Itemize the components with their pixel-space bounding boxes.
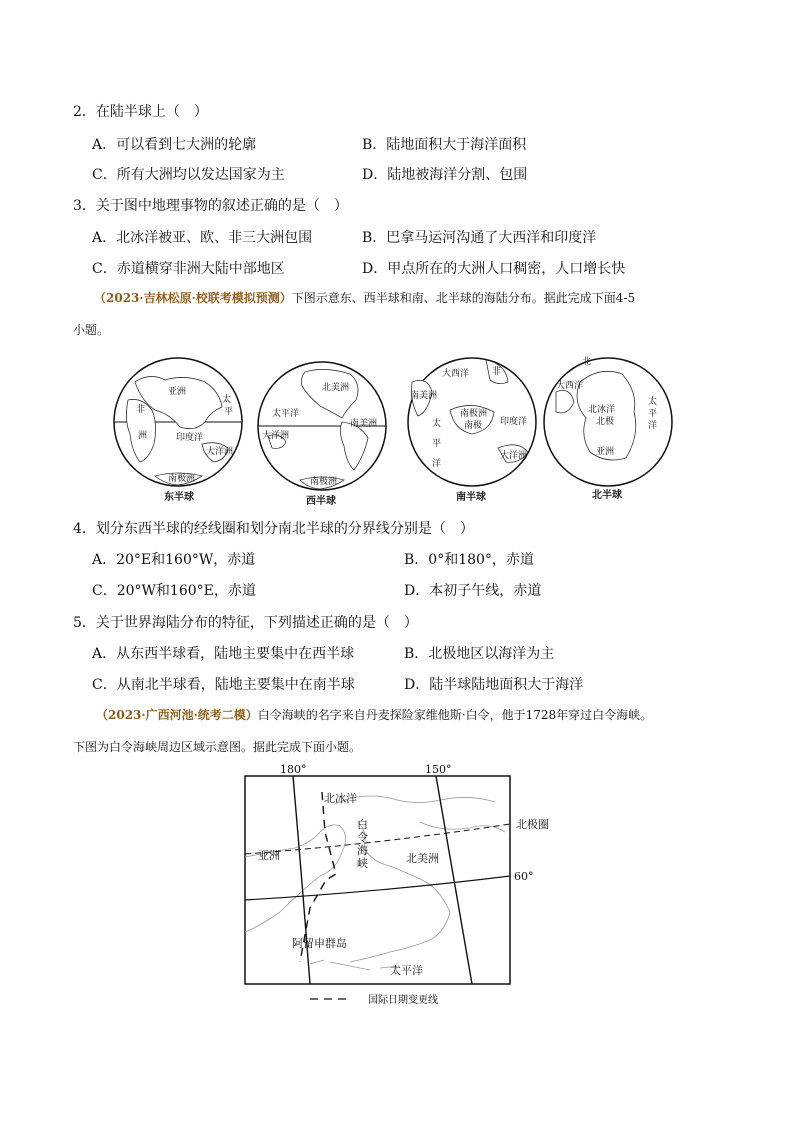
north-label-pacific-3: 洋 <box>648 421 658 431</box>
west-label-pacific: 太平洋 <box>272 409 300 419</box>
asia-label: 亚洲 <box>258 849 280 862</box>
q4-stem: 4．划分东西半球的经线圈和划分南北半球的分界线分别是（ ） <box>73 521 474 537</box>
q2-option-a[interactable]: A．可以看到七大洲的轮廓 <box>92 137 257 153</box>
q3-option-b[interactable]: B．巴拿马运河沟通了大西洋和印度洋 <box>362 230 597 246</box>
north-label-arctic-ocean: 北冰洋 <box>588 405 616 415</box>
q3-option-a[interactable]: A．北冰洋被亚、欧、非三大洲包围 <box>92 230 313 246</box>
east-hemisphere-caption: 东半球 <box>164 492 194 503</box>
west-hemisphere-caption: 西半球 <box>306 496 336 507</box>
east-hemisphere-map <box>114 358 242 503</box>
south-label-africa: 非 <box>492 367 502 377</box>
q4-option-c[interactable]: C．20°W和160°E，赤道 <box>92 583 256 599</box>
q4-option-d[interactable]: D．本初子午线，赤道 <box>404 583 542 599</box>
aleutian-label: 阿留申群岛 <box>292 937 347 950</box>
source-text: 下图示意东、西半球和南、北半球的海陆分布。据此完成下面4-5 <box>291 291 636 305</box>
pacific-label: 太平洋 <box>390 964 423 977</box>
west-hemisphere-map <box>258 362 386 507</box>
north-label-atlantic: 大西洋 <box>556 381 584 391</box>
hemispheres-figure <box>110 352 690 512</box>
source-tag: （2023·吉林松原·校联考模拟预测） <box>94 291 292 305</box>
q4-option-a[interactable]: A．20°E和160°W，赤道 <box>92 552 256 568</box>
q3-stem: 3．关于图中地理事物的叙述正确的是（ ） <box>73 198 348 214</box>
q2-option-c[interactable]: C．所有大洲均以发达国家为主 <box>92 167 285 183</box>
q5-option-d[interactable]: D．陆半球陆地面积大于海洋 <box>404 677 584 693</box>
lon-180-label: 180° <box>280 763 307 776</box>
south-label-oceania: 大洋洲 <box>500 451 528 461</box>
lat-60-label: 60° <box>514 870 534 883</box>
east-label-asia: 亚洲 <box>168 387 187 397</box>
lon-150-label: 150° <box>425 763 452 776</box>
south-label-atlantic: 大西洋 <box>442 369 470 379</box>
east-label-africa-1: 非 <box>136 405 146 415</box>
south-label-south-america: 南美洲 <box>410 391 438 401</box>
q4-option-b[interactable]: B．0°和180°，赤道 <box>404 552 534 568</box>
strait-label-1: 白 <box>357 818 368 831</box>
south-label-south-pole: 南极 <box>464 421 483 431</box>
east-label-pacific-2: 平 <box>224 407 234 417</box>
q2-option-b[interactable]: B．陆地面积大于海洋面积 <box>362 137 527 153</box>
strait-label-3: 海 <box>357 844 368 857</box>
south-label-antarctica: 南极洲 <box>460 409 488 419</box>
arctic-ocean-label: 北冰洋 <box>324 792 357 805</box>
south-hemisphere-map <box>408 358 536 503</box>
q5-stem: 5．关于世界海陆分布的特征，下列描述正确的是（ ） <box>73 615 418 631</box>
q3-option-d[interactable]: D．甲点所在的大洲人口稠密，人口增长快 <box>362 261 626 277</box>
q2-stem: 2．在陆半球上（ ） <box>73 104 208 120</box>
q5-option-c[interactable]: C．从南北半球看，陆地主要集中在南半球 <box>92 677 355 693</box>
arctic-circle-label: 北极圈 <box>516 818 549 831</box>
north-label-north-pole: 北极 <box>596 417 615 427</box>
north-hemisphere-map <box>544 355 672 501</box>
south-hemisphere-caption: 南半球 <box>456 492 486 503</box>
north-label-north: 北 <box>582 357 592 367</box>
source-note-1-cont: 小题。 <box>73 323 110 337</box>
q5-option-b[interactable]: B．北极地区以海洋为主 <box>404 646 555 662</box>
bering-strait-map <box>240 762 570 1012</box>
west-label-antarctica: 南极洲 <box>310 477 338 487</box>
source-note-2 <box>96 704 652 726</box>
north-hemisphere-caption: 北半球 <box>592 490 622 501</box>
west-label-south-america: 南美洲 <box>350 419 378 429</box>
source-note-1 <box>94 287 635 309</box>
north-label-pacific-1: 太 <box>648 397 658 407</box>
south-label-indian-ocean: 印度洋 <box>500 417 528 427</box>
north-label-pacific-2: 平 <box>648 409 658 419</box>
east-label-indian-ocean: 印度洋 <box>176 433 204 443</box>
q3-option-c[interactable]: C．赤道横穿非洲大陆中部地区 <box>92 261 285 277</box>
east-label-pacific-1: 太 <box>222 395 232 405</box>
east-label-oceania: 大洋洲 <box>206 447 234 457</box>
strait-label-4: 峡 <box>357 857 368 870</box>
south-label-pacific-1: 太 <box>432 419 442 429</box>
south-label-pacific-2: 平 <box>432 439 442 449</box>
east-label-africa-2: 洲 <box>138 431 148 441</box>
source-tag-2: （2023·广西河池·统考二模） <box>96 708 258 722</box>
source-note-2-cont: 下图为白令海峡周边区域示意图。据此完成下面小题。 <box>73 740 362 754</box>
west-label-north-america: 北美洲 <box>322 383 350 393</box>
source-text-2: 白令海峡的名字来自丹麦探险家维他斯·白令，他于1728年穿过白令海峡。 <box>257 708 653 722</box>
east-label-antarctica: 南极洲 <box>168 474 196 484</box>
south-label-pacific-3: 洋 <box>432 459 442 469</box>
q5-option-a[interactable]: A．从东西半球看，陆地主要集中在西半球 <box>92 646 355 662</box>
north-america-label: 北美洲 <box>406 852 439 865</box>
north-label-asia: 亚洲 <box>596 447 615 457</box>
west-label-oceania: 大洋洲 <box>262 431 290 441</box>
strait-label-2: 令 <box>357 831 368 844</box>
legend-date-line: 国际日期变更线 <box>368 995 438 1006</box>
q2-option-d[interactable]: D．陆地被海洋分割、包围 <box>362 167 528 183</box>
